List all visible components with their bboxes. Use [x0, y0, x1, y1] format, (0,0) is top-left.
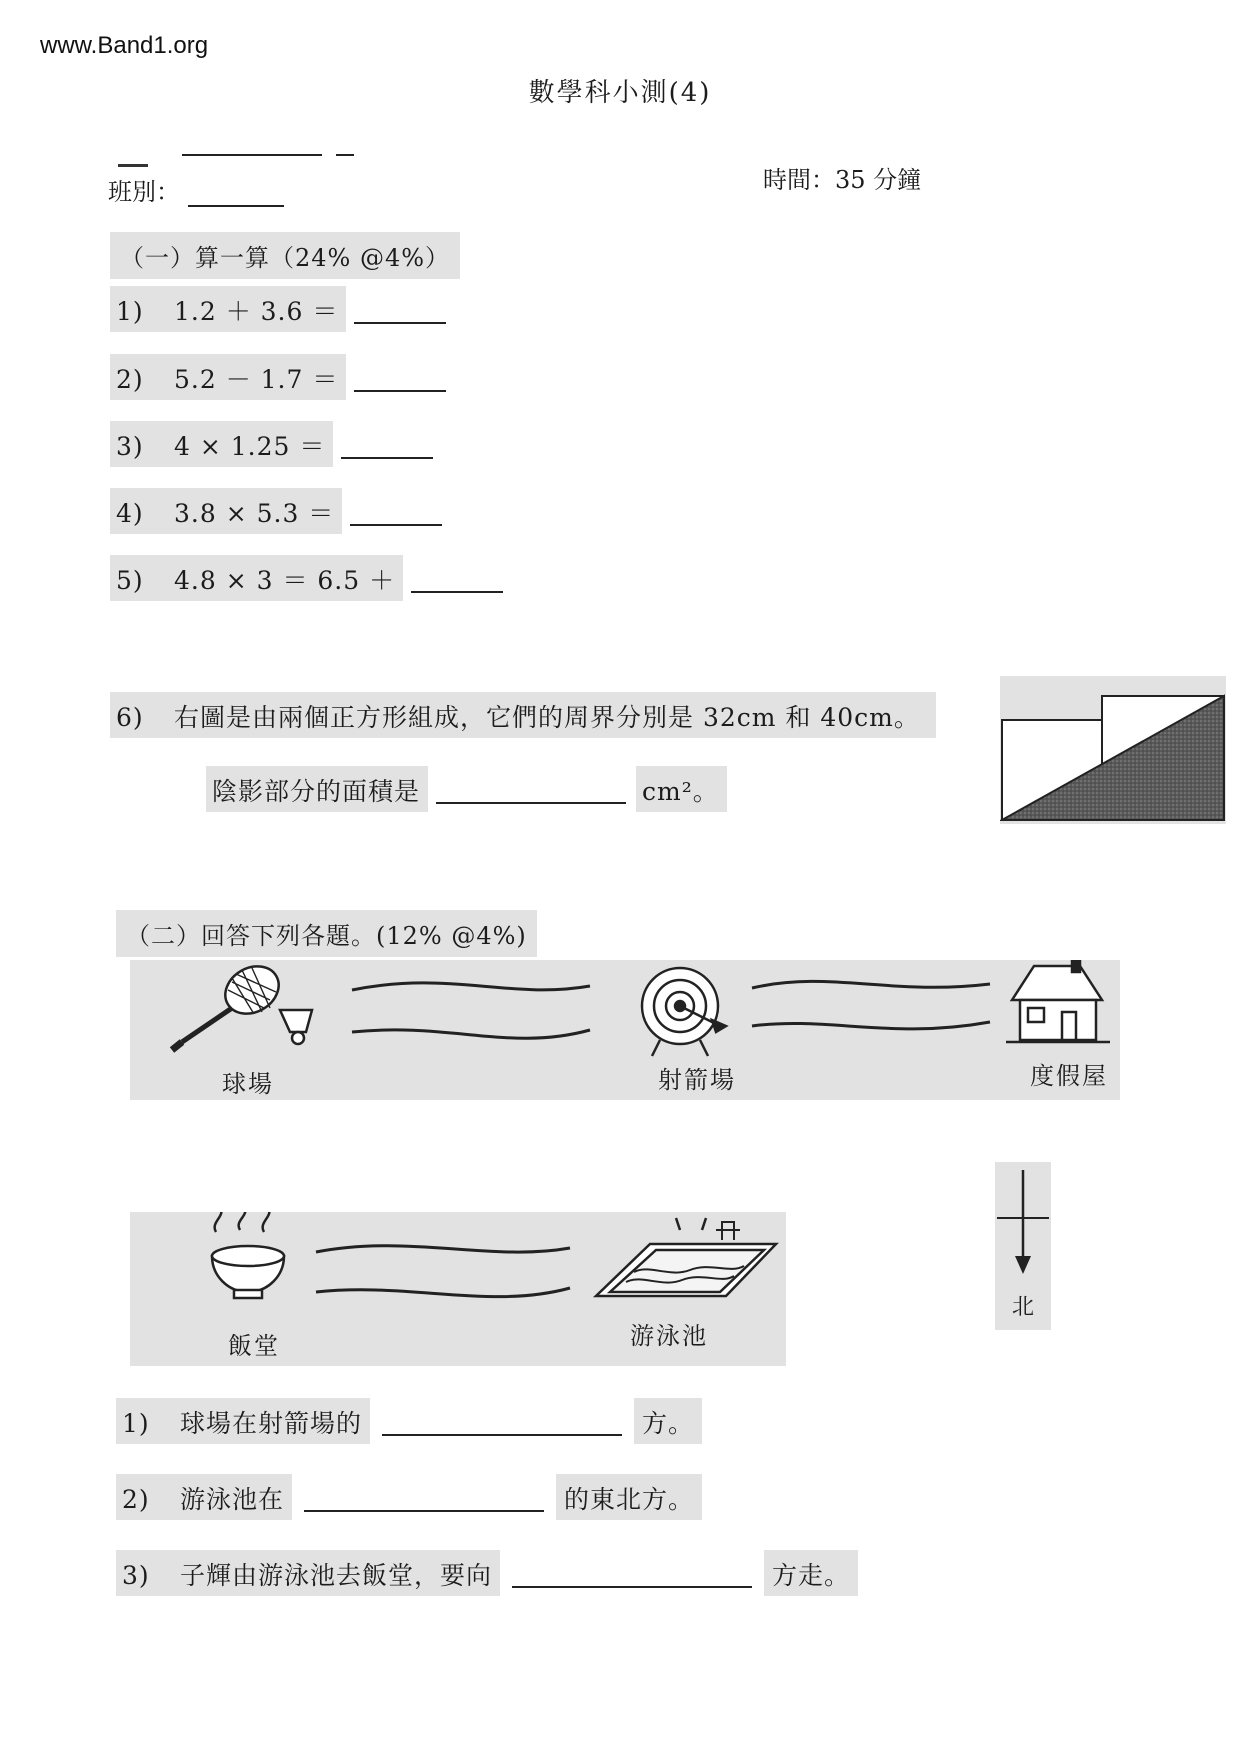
answer-blank-2[interactable]: [354, 364, 446, 392]
place-label-pool: 游泳池: [630, 1322, 708, 1350]
question-1: 1) 1.2 ＋ 3.6 ＝: [110, 286, 446, 332]
answer-blank-6[interactable]: [436, 776, 626, 804]
swimming-pool-icon: [596, 1218, 776, 1296]
two-squares-figure: [1000, 676, 1226, 824]
top-scene: [130, 960, 1120, 1100]
cabin-icon: [1006, 960, 1110, 1042]
rice-bowl-icon: [212, 1212, 284, 1298]
archery-target-icon: [642, 968, 726, 1056]
question-4: 4) 3.8 × 5.3 ＝: [110, 488, 442, 534]
class-blank[interactable]: [188, 179, 284, 207]
page-title: 數學科小測(4): [528, 78, 712, 108]
class-label: 班別：: [108, 178, 180, 206]
site-url[interactable]: www.Band1.org: [40, 32, 209, 59]
section2-heading: （二）回答下列各題。(12% @4%): [116, 910, 537, 957]
section2-answer-blank-1[interactable]: [382, 1408, 622, 1436]
section1-heading: （一）算一算（24% @4%）: [110, 232, 460, 279]
name-field[interactable]: [182, 128, 354, 156]
place-label-cabin: 度假屋: [1030, 1062, 1108, 1090]
section2-answer-blank-3[interactable]: [512, 1560, 752, 1588]
arrow-down-icon: [1015, 1256, 1031, 1274]
section2-question-3: 3) 子輝由游泳池去飯堂，要向 方走。: [116, 1550, 858, 1596]
answer-blank-4[interactable]: [350, 498, 442, 526]
section2-question-2: 2) 游泳池在 的東北方。: [116, 1474, 702, 1520]
bottom-scene: [130, 1212, 786, 1366]
compass: [995, 1162, 1051, 1330]
section2-answer-blank-2[interactable]: [304, 1484, 544, 1512]
place-label-archery: 射箭場: [658, 1066, 736, 1094]
section2-question-1: 1) 球場在射箭場的 方。: [116, 1398, 702, 1444]
place-label-ball-court: 球場: [222, 1070, 274, 1098]
answer-blank-3[interactable]: [341, 431, 433, 459]
place-label-canteen: 飯堂: [228, 1332, 280, 1360]
badminton-racket-icon: [172, 960, 312, 1050]
question-5: 5) 4.8 × 3 ＝ 6.5 ＋: [110, 555, 503, 601]
question-2: 2) 5.2 － 1.7 ＝: [110, 354, 446, 400]
compass-north-label: 北: [1011, 1295, 1034, 1320]
answer-blank-1[interactable]: [354, 296, 446, 324]
answer-blank-5[interactable]: [411, 565, 503, 593]
time-label: 時間：35 分鐘: [763, 166, 922, 194]
question-3: 3) 4 × 1.25 ＝: [110, 421, 433, 467]
cropped-name-label: [118, 154, 158, 168]
question-6: 6) 右圖是由兩個正方形組成，它們的周界分別是 32cm 和 40cm。: [110, 692, 936, 738]
class-field: [108, 172, 284, 207]
question-6-answer: 陰影部分的面積是 cm²。: [206, 766, 727, 812]
